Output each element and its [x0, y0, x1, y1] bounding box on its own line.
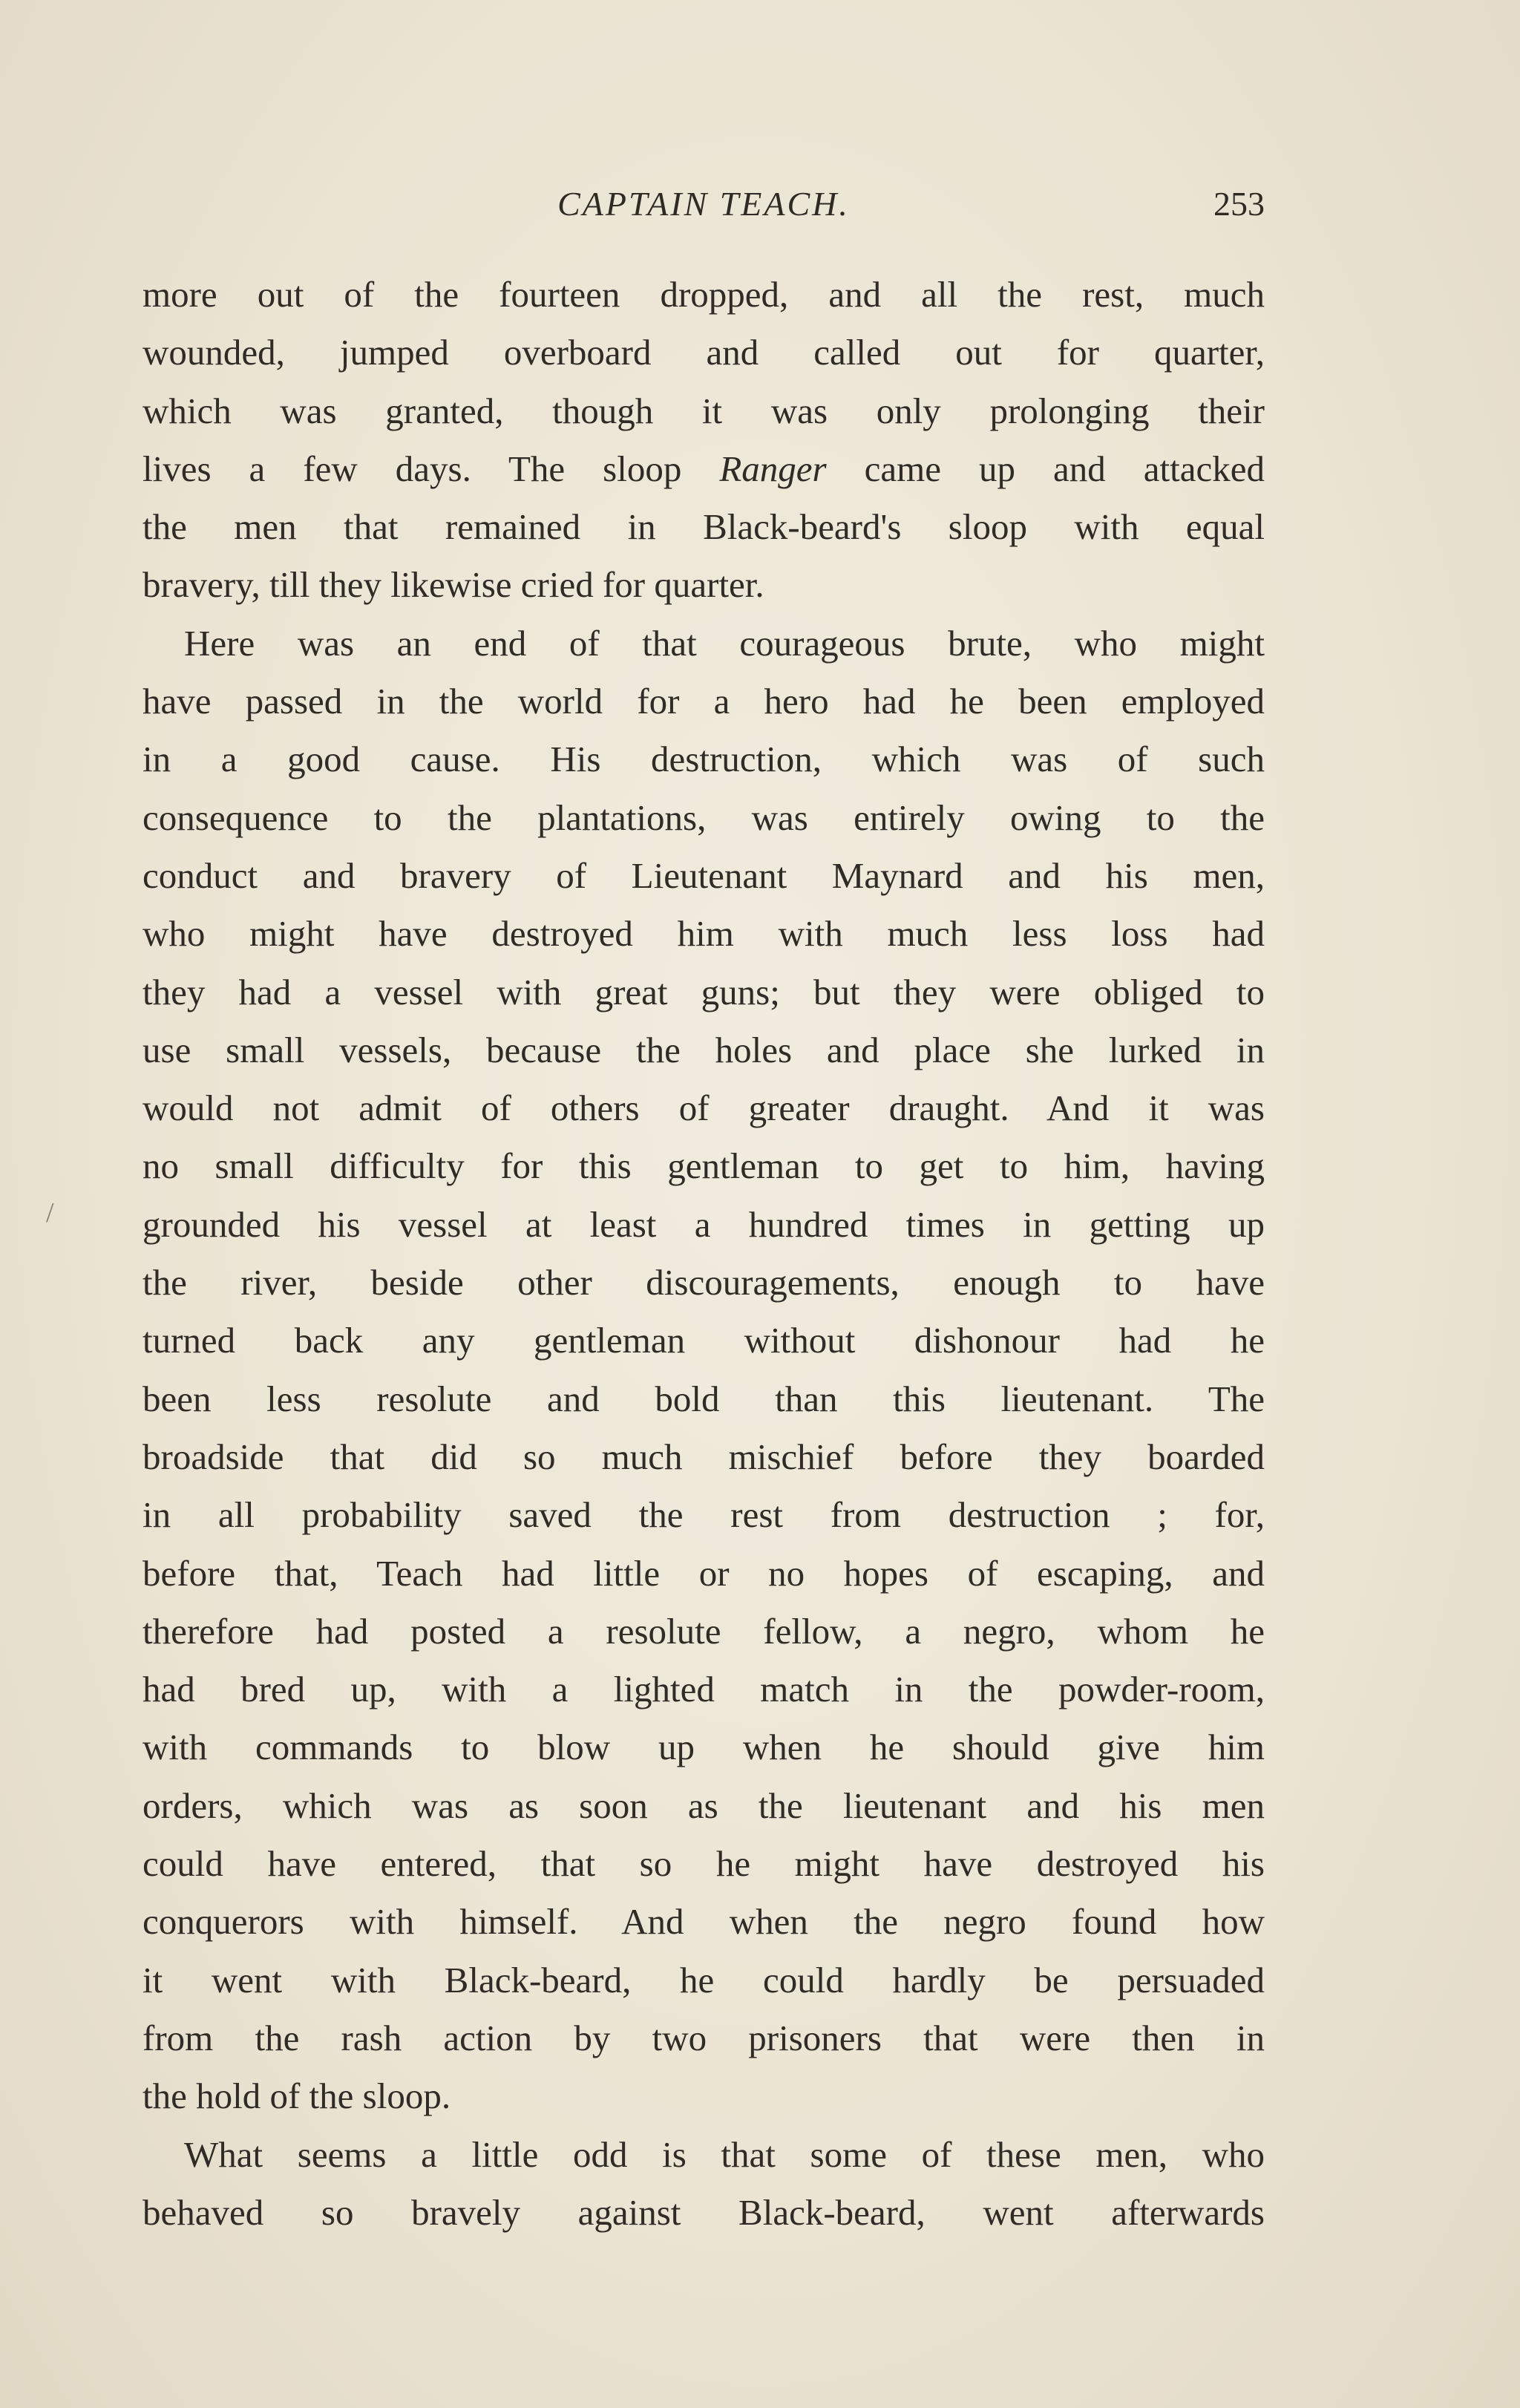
- text-segment: lives a few days. The sloop: [142, 448, 720, 489]
- text-line: which was granted, though it was only prolonging their: [142, 390, 1265, 431]
- text-line: use small vessels, because the holes and place she lurked in: [142, 1029, 1265, 1070]
- text-line: consequence to the plantations, was entirely owing to the: [142, 796, 1265, 838]
- text-line: have passed in the world for a hero had he been employed: [142, 681, 1265, 722]
- text-line: it went with Black-beard, he could hardly be persuaded: [142, 1959, 1265, 2000]
- text-line: bravery, till they likewise cried for quarter.: [142, 564, 764, 606]
- text-line: broadside that did so much mischief before they boarded: [142, 1436, 1265, 1477]
- text-line: before that, Teach had little or no hopes of escaping, and: [142, 1552, 1265, 1594]
- text-line: could have entered, that so he might have destroyed his: [142, 1843, 1265, 1885]
- body-text: [142, 266, 1265, 2242]
- text-line: conduct and bravery of Lieutenant Maynard and his men,: [142, 854, 1265, 896]
- text-line: they had a vessel with great guns; but they were obliged to: [142, 971, 1265, 1012]
- text-line: in all probability saved the rest from destruction ; for,: [142, 1494, 1265, 1536]
- margin-pencil-mark: /: [46, 1197, 54, 1228]
- text-line: the men that remained in Black-beard's sloop with equal: [142, 506, 1265, 548]
- text-line: more out of the fourteen dropped, and all the rest, much: [142, 274, 1265, 315]
- text-line: the river, beside other discouragements, enough to have: [142, 1262, 1265, 1303]
- text-line: from the rash action by two prisoners that were then in: [142, 2017, 1265, 2058]
- text-line: therefore had posted a resolute fellow, a negro, whom he: [142, 1610, 1265, 1652]
- text-line: no small difficulty for this gentleman to get to him, having: [142, 1145, 1265, 1187]
- text-line: the hold of the sloop.: [142, 2075, 451, 2117]
- text-line: conquerors with himself. And when the negro found how: [142, 1901, 1265, 1943]
- paragraph-start-line: What seems a little odd is that some of these men, who: [184, 2133, 1265, 2175]
- text-line: would not admit of others of greater draught. And it was: [142, 1087, 1265, 1129]
- text-line: wounded, jumped overboard and called out for quarter,: [142, 332, 1265, 373]
- text-line: grounded his vessel at least a hundred times in getting up: [142, 1203, 1265, 1245]
- text-line: [142, 440, 1265, 498]
- page-header: [142, 184, 1265, 236]
- text-segment: came up and attacked: [826, 448, 1265, 489]
- ship-name-ranger: Ranger: [719, 448, 827, 489]
- text-line: had bred up, with a lighted match in the powder-room,: [142, 1669, 1265, 1710]
- text-line: with commands to blow up when he should give him: [142, 1727, 1265, 1768]
- text-line: turned back any gentleman without dishonour had he: [142, 1320, 1265, 1361]
- paragraph-start-line: Here was an end of that courageous brute, who might: [184, 622, 1265, 664]
- text-line: in a good cause. His destruction, which was of such: [142, 739, 1265, 780]
- text-line: behaved so bravely against Black-beard, went afterwards: [142, 2191, 1265, 2233]
- running-title: CAPTAIN TEACH.: [557, 185, 850, 223]
- text-line: orders, which was as soon as the lieutenant and his men: [142, 1784, 1265, 1826]
- page-number: 253: [1213, 185, 1265, 223]
- text-line: been less resolute and bold than this lieutenant. The: [142, 1378, 1265, 1419]
- text-line: who might have destroyed him with much less loss had: [142, 913, 1265, 955]
